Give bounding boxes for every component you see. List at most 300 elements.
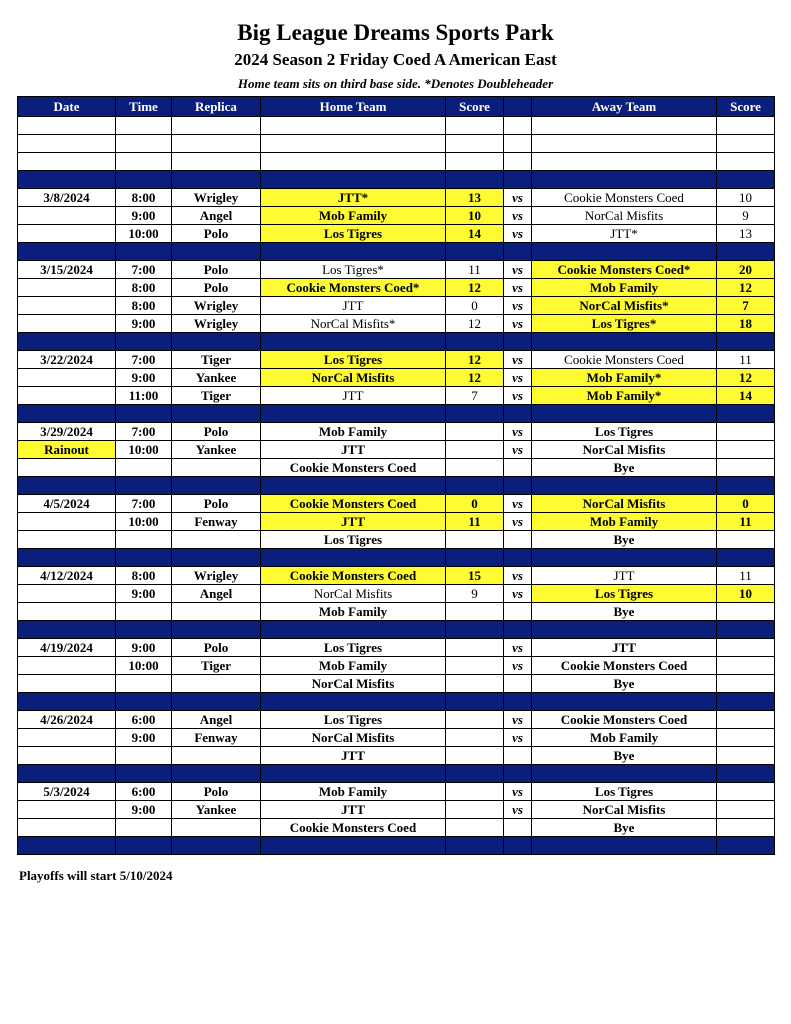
away-team-cell: JTT bbox=[532, 639, 717, 657]
home-team-cell bbox=[261, 693, 446, 711]
game-row bbox=[18, 783, 775, 801]
replica-cell: Tiger bbox=[172, 351, 261, 369]
replica-cell bbox=[172, 765, 261, 783]
home-score-cell: 12 bbox=[446, 351, 504, 369]
away-team-cell bbox=[532, 621, 717, 639]
home-score-cell bbox=[446, 243, 504, 261]
time-cell bbox=[116, 621, 172, 639]
replica-cell: Angel bbox=[172, 585, 261, 603]
time-cell: 9:00 bbox=[116, 801, 172, 819]
vs-cell bbox=[504, 675, 532, 693]
replica-cell: Angel bbox=[172, 207, 261, 225]
home-team-cell: Los Tigres* bbox=[261, 261, 446, 279]
vs-cell: vs bbox=[504, 801, 532, 819]
home-team-cell: NorCal Misfits bbox=[261, 585, 446, 603]
time-cell bbox=[116, 675, 172, 693]
away-score-cell: 12 bbox=[717, 279, 775, 297]
away-score-cell bbox=[717, 747, 775, 765]
away-score-cell bbox=[717, 459, 775, 477]
replica-cell bbox=[172, 693, 261, 711]
away-team-cell: Cookie Monsters Coed* bbox=[532, 261, 717, 279]
time-cell: 9:00 bbox=[116, 585, 172, 603]
home-score-cell: 10 bbox=[446, 207, 504, 225]
date-cell: 3/15/2024 bbox=[18, 261, 116, 279]
date-cell: 4/5/2024 bbox=[18, 495, 116, 513]
away-score-cell bbox=[717, 657, 775, 675]
home-team-cell: Mob Family bbox=[261, 423, 446, 441]
game-row bbox=[18, 423, 775, 441]
col-header-away-score: Score bbox=[717, 97, 775, 117]
time-cell: 9:00 bbox=[116, 729, 172, 747]
vs-cell bbox=[504, 405, 532, 423]
away-team-cell: Cookie Monsters Coed bbox=[532, 189, 717, 207]
home-score-cell bbox=[446, 693, 504, 711]
home-score-cell bbox=[446, 531, 504, 549]
col-header-date: Date bbox=[18, 97, 116, 117]
time-cell: 9:00 bbox=[116, 315, 172, 333]
week-separator-row bbox=[18, 693, 775, 711]
away-score-cell bbox=[717, 765, 775, 783]
time-cell bbox=[116, 747, 172, 765]
date-cell bbox=[18, 369, 116, 387]
date-cell bbox=[18, 675, 116, 693]
vs-cell bbox=[504, 549, 532, 567]
vs-cell bbox=[504, 117, 532, 135]
date-cell bbox=[18, 729, 116, 747]
vs-cell bbox=[504, 477, 532, 495]
away-team-cell bbox=[532, 117, 717, 135]
away-score-cell: 10 bbox=[717, 189, 775, 207]
away-score-cell bbox=[717, 675, 775, 693]
home-score-cell bbox=[446, 639, 504, 657]
date-cell: 4/12/2024 bbox=[18, 567, 116, 585]
replica-cell bbox=[172, 603, 261, 621]
time-cell bbox=[116, 171, 172, 189]
home-team-cell bbox=[261, 171, 446, 189]
schedule-table bbox=[17, 96, 775, 855]
time-cell: 9:00 bbox=[116, 639, 172, 657]
home-team-cell bbox=[261, 549, 446, 567]
date-cell bbox=[18, 621, 116, 639]
week-separator-row bbox=[18, 549, 775, 567]
time-cell: 8:00 bbox=[116, 297, 172, 315]
vs-cell bbox=[504, 819, 532, 837]
replica-cell bbox=[172, 333, 261, 351]
away-score-cell: 10 bbox=[717, 585, 775, 603]
away-team-cell: Los Tigres bbox=[532, 783, 717, 801]
away-score-cell bbox=[717, 117, 775, 135]
date-cell: 3/8/2024 bbox=[18, 189, 116, 207]
date-cell bbox=[18, 135, 116, 153]
col-header-home-team: Home Team bbox=[261, 97, 446, 117]
home-score-cell bbox=[446, 675, 504, 693]
replica-cell bbox=[172, 621, 261, 639]
game-row bbox=[18, 261, 775, 279]
home-score-cell bbox=[446, 729, 504, 747]
away-score-cell: 13 bbox=[717, 225, 775, 243]
home-score-cell: 12 bbox=[446, 279, 504, 297]
game-row bbox=[18, 657, 775, 675]
away-score-cell bbox=[717, 405, 775, 423]
game-row bbox=[18, 585, 775, 603]
away-score-cell bbox=[717, 153, 775, 171]
time-cell bbox=[116, 549, 172, 567]
time-cell bbox=[116, 333, 172, 351]
home-team-cell bbox=[261, 333, 446, 351]
away-score-cell: 20 bbox=[717, 261, 775, 279]
replica-cell: Polo bbox=[172, 423, 261, 441]
date-cell bbox=[18, 549, 116, 567]
schedule-body bbox=[18, 117, 775, 855]
away-team-cell: NorCal Misfits bbox=[532, 207, 717, 225]
vs-cell bbox=[504, 243, 532, 261]
time-cell: 7:00 bbox=[116, 423, 172, 441]
date-cell bbox=[18, 333, 116, 351]
vs-cell: vs bbox=[504, 387, 532, 405]
vs-cell: vs bbox=[504, 513, 532, 531]
week-separator-row bbox=[18, 333, 775, 351]
replica-cell: Yankee bbox=[172, 801, 261, 819]
vs-cell: vs bbox=[504, 567, 532, 585]
vs-cell bbox=[504, 621, 532, 639]
time-cell bbox=[116, 117, 172, 135]
game-row bbox=[18, 729, 775, 747]
home-team-cell bbox=[261, 837, 446, 855]
home-team-cell bbox=[261, 477, 446, 495]
col-header-home-score: Score bbox=[446, 97, 504, 117]
vs-cell: vs bbox=[504, 441, 532, 459]
away-team-cell bbox=[532, 333, 717, 351]
blank-row bbox=[18, 153, 775, 171]
date-cell bbox=[18, 153, 116, 171]
date-cell bbox=[18, 171, 116, 189]
away-score-cell bbox=[717, 603, 775, 621]
game-row bbox=[18, 351, 775, 369]
away-team-cell: Mob Family bbox=[532, 513, 717, 531]
vs-cell: vs bbox=[504, 261, 532, 279]
game-row bbox=[18, 513, 775, 531]
away-score-cell bbox=[717, 801, 775, 819]
away-team-cell: Mob Family* bbox=[532, 387, 717, 405]
game-row bbox=[18, 747, 775, 765]
replica-cell: Fenway bbox=[172, 513, 261, 531]
away-score-cell bbox=[717, 621, 775, 639]
away-score-cell bbox=[717, 819, 775, 837]
vs-cell bbox=[504, 171, 532, 189]
game-row bbox=[18, 711, 775, 729]
home-score-cell bbox=[446, 819, 504, 837]
home-team-cell: JTT bbox=[261, 747, 446, 765]
home-team-cell: Mob Family bbox=[261, 657, 446, 675]
date-cell bbox=[18, 387, 116, 405]
away-team-cell: JTT* bbox=[532, 225, 717, 243]
replica-cell bbox=[172, 243, 261, 261]
home-score-cell bbox=[446, 801, 504, 819]
game-row bbox=[18, 225, 775, 243]
vs-cell bbox=[504, 747, 532, 765]
game-row bbox=[18, 639, 775, 657]
away-team-cell: Cookie Monsters Coed bbox=[532, 657, 717, 675]
away-score-cell: 14 bbox=[717, 387, 775, 405]
time-cell bbox=[116, 693, 172, 711]
vs-cell: vs bbox=[504, 279, 532, 297]
col-header-vs bbox=[504, 97, 532, 117]
date-cell: 4/26/2024 bbox=[18, 711, 116, 729]
away-team-cell: Bye bbox=[532, 675, 717, 693]
home-score-cell: 14 bbox=[446, 225, 504, 243]
away-team-cell: Mob Family* bbox=[532, 369, 717, 387]
date-cell bbox=[18, 315, 116, 333]
time-cell: 11:00 bbox=[116, 387, 172, 405]
time-cell: 9:00 bbox=[116, 207, 172, 225]
time-cell bbox=[116, 243, 172, 261]
date-cell: 3/29/2024 bbox=[18, 423, 116, 441]
replica-cell bbox=[172, 405, 261, 423]
time-cell bbox=[116, 477, 172, 495]
time-cell: 9:00 bbox=[116, 369, 172, 387]
replica-cell: Polo bbox=[172, 261, 261, 279]
home-score-cell: 9 bbox=[446, 585, 504, 603]
col-header-replica: Replica bbox=[172, 97, 261, 117]
away-score-cell bbox=[717, 837, 775, 855]
away-team-cell: Bye bbox=[532, 603, 717, 621]
page-title: Big League Dreams Sports Park bbox=[237, 20, 554, 45]
away-score-cell bbox=[717, 729, 775, 747]
date-cell bbox=[18, 513, 116, 531]
home-score-cell: 12 bbox=[446, 315, 504, 333]
vs-cell bbox=[504, 153, 532, 171]
home-team-cell: JTT bbox=[261, 513, 446, 531]
away-score-cell bbox=[717, 711, 775, 729]
vs-cell: vs bbox=[504, 225, 532, 243]
home-team-cell: Cookie Monsters Coed bbox=[261, 819, 446, 837]
date-cell bbox=[18, 459, 116, 477]
time-cell bbox=[116, 135, 172, 153]
home-team-cell: Los Tigres bbox=[261, 225, 446, 243]
home-score-cell: 0 bbox=[446, 297, 504, 315]
home-score-cell bbox=[446, 765, 504, 783]
home-score-cell: 11 bbox=[446, 513, 504, 531]
col-header-away-team: Away Team bbox=[532, 97, 717, 117]
replica-cell bbox=[172, 675, 261, 693]
replica-cell: Polo bbox=[172, 783, 261, 801]
away-team-cell: NorCal Misfits bbox=[532, 441, 717, 459]
date-cell bbox=[18, 819, 116, 837]
date-cell bbox=[18, 801, 116, 819]
away-team-cell: Bye bbox=[532, 531, 717, 549]
time-cell: 7:00 bbox=[116, 351, 172, 369]
away-team-cell bbox=[532, 405, 717, 423]
home-team-cell: Mob Family bbox=[261, 207, 446, 225]
week-separator-row bbox=[18, 621, 775, 639]
time-cell: 8:00 bbox=[116, 279, 172, 297]
home-score-cell bbox=[446, 333, 504, 351]
game-row bbox=[18, 567, 775, 585]
time-cell bbox=[116, 405, 172, 423]
replica-cell: Polo bbox=[172, 495, 261, 513]
away-score-cell: 9 bbox=[717, 207, 775, 225]
date-cell bbox=[18, 603, 116, 621]
home-team-cell: JTT bbox=[261, 801, 446, 819]
away-team-cell: Cookie Monsters Coed bbox=[532, 351, 717, 369]
away-score-cell bbox=[717, 693, 775, 711]
playoffs-note: Playoffs will start 5/10/2024 bbox=[19, 868, 173, 883]
home-score-cell bbox=[446, 549, 504, 567]
home-team-cell: NorCal Misfits bbox=[261, 729, 446, 747]
date-cell: 3/22/2024 bbox=[18, 351, 116, 369]
away-team-cell: Cookie Monsters Coed bbox=[532, 711, 717, 729]
home-score-cell bbox=[446, 423, 504, 441]
page-subtitle: 2024 Season 2 Friday Coed A American East bbox=[234, 50, 557, 69]
vs-cell: vs bbox=[504, 207, 532, 225]
away-score-cell bbox=[717, 333, 775, 351]
away-team-cell: Bye bbox=[532, 819, 717, 837]
time-cell: 6:00 bbox=[116, 711, 172, 729]
home-team-cell: JTT* bbox=[261, 189, 446, 207]
home-score-cell: 7 bbox=[446, 387, 504, 405]
home-team-cell: JTT bbox=[261, 441, 446, 459]
time-cell: 10:00 bbox=[116, 225, 172, 243]
replica-cell bbox=[172, 459, 261, 477]
replica-cell bbox=[172, 531, 261, 549]
replica-cell bbox=[172, 117, 261, 135]
vs-cell: vs bbox=[504, 189, 532, 207]
time-cell: 8:00 bbox=[116, 189, 172, 207]
away-team-cell: Los Tigres* bbox=[532, 315, 717, 333]
replica-cell: Tiger bbox=[172, 387, 261, 405]
away-team-cell: Los Tigres bbox=[532, 585, 717, 603]
time-cell bbox=[116, 603, 172, 621]
vs-cell: vs bbox=[504, 711, 532, 729]
replica-cell bbox=[172, 819, 261, 837]
replica-cell bbox=[172, 477, 261, 495]
vs-cell: vs bbox=[504, 369, 532, 387]
home-score-cell bbox=[446, 171, 504, 189]
away-score-cell bbox=[717, 549, 775, 567]
time-cell bbox=[116, 819, 172, 837]
replica-cell: Yankee bbox=[172, 369, 261, 387]
away-score-cell bbox=[717, 423, 775, 441]
away-score-cell bbox=[717, 783, 775, 801]
away-score-cell bbox=[717, 243, 775, 261]
home-team-cell: Los Tigres bbox=[261, 351, 446, 369]
away-score-cell: 11 bbox=[717, 513, 775, 531]
away-team-cell: Mob Family bbox=[532, 279, 717, 297]
replica-cell bbox=[172, 747, 261, 765]
replica-cell: Polo bbox=[172, 225, 261, 243]
home-score-cell: 12 bbox=[446, 369, 504, 387]
game-row bbox=[18, 819, 775, 837]
replica-cell: Wrigley bbox=[172, 189, 261, 207]
date-cell bbox=[18, 297, 116, 315]
replica-cell: Angel bbox=[172, 711, 261, 729]
time-cell bbox=[116, 837, 172, 855]
date-cell: 5/3/2024 bbox=[18, 783, 116, 801]
home-team-cell: Cookie Monsters Coed bbox=[261, 567, 446, 585]
vs-cell: vs bbox=[504, 585, 532, 603]
game-row bbox=[18, 603, 775, 621]
away-team-cell: NorCal Misfits bbox=[532, 801, 717, 819]
away-score-cell bbox=[717, 639, 775, 657]
vs-cell: vs bbox=[504, 729, 532, 747]
home-team-cell: Mob Family bbox=[261, 783, 446, 801]
vs-cell: vs bbox=[504, 639, 532, 657]
replica-cell bbox=[172, 171, 261, 189]
away-team-cell: NorCal Misfits* bbox=[532, 297, 717, 315]
vs-cell: vs bbox=[504, 297, 532, 315]
replica-cell bbox=[172, 135, 261, 153]
home-team-cell: Mob Family bbox=[261, 603, 446, 621]
home-team-cell: JTT bbox=[261, 387, 446, 405]
time-cell: 10:00 bbox=[116, 441, 172, 459]
away-score-cell: 12 bbox=[717, 369, 775, 387]
home-score-cell: 15 bbox=[446, 567, 504, 585]
home-score-cell: 11 bbox=[446, 261, 504, 279]
date-cell bbox=[18, 837, 116, 855]
away-team-cell: JTT bbox=[532, 567, 717, 585]
vs-cell: vs bbox=[504, 315, 532, 333]
game-row bbox=[18, 801, 775, 819]
week-separator-row bbox=[18, 243, 775, 261]
replica-cell: Wrigley bbox=[172, 567, 261, 585]
time-cell bbox=[116, 531, 172, 549]
date-cell bbox=[18, 747, 116, 765]
game-row bbox=[18, 297, 775, 315]
vs-cell: vs bbox=[504, 657, 532, 675]
replica-cell bbox=[172, 153, 261, 171]
away-team-cell: Bye bbox=[532, 459, 717, 477]
home-team-cell bbox=[261, 405, 446, 423]
game-row bbox=[18, 315, 775, 333]
date-cell bbox=[18, 117, 116, 135]
home-score-cell bbox=[446, 783, 504, 801]
home-score-cell bbox=[446, 459, 504, 477]
replica-cell: Fenway bbox=[172, 729, 261, 747]
home-score-cell bbox=[446, 153, 504, 171]
vs-cell bbox=[504, 459, 532, 477]
date-cell bbox=[18, 693, 116, 711]
away-score-cell bbox=[717, 441, 775, 459]
date-cell: 4/19/2024 bbox=[18, 639, 116, 657]
header-row bbox=[18, 97, 775, 117]
home-score-cell bbox=[446, 477, 504, 495]
replica-cell bbox=[172, 837, 261, 855]
week-separator-row bbox=[18, 765, 775, 783]
home-score-cell bbox=[446, 747, 504, 765]
game-row bbox=[18, 369, 775, 387]
home-score-cell: 13 bbox=[446, 189, 504, 207]
date-cell bbox=[18, 477, 116, 495]
home-team-cell: NorCal Misfits bbox=[261, 369, 446, 387]
date-cell bbox=[18, 765, 116, 783]
home-score-cell bbox=[446, 135, 504, 153]
game-row bbox=[18, 531, 775, 549]
away-score-cell: 11 bbox=[717, 351, 775, 369]
vs-cell: vs bbox=[504, 783, 532, 801]
date-cell bbox=[18, 243, 116, 261]
away-team-cell bbox=[532, 693, 717, 711]
game-row bbox=[18, 495, 775, 513]
home-team-cell: Cookie Monsters Coed bbox=[261, 459, 446, 477]
week-separator-row bbox=[18, 477, 775, 495]
home-team-cell bbox=[261, 135, 446, 153]
vs-cell bbox=[504, 837, 532, 855]
away-team-cell bbox=[532, 153, 717, 171]
time-cell: 10:00 bbox=[116, 513, 172, 531]
home-score-cell bbox=[446, 441, 504, 459]
home-team-cell bbox=[261, 243, 446, 261]
time-cell: 7:00 bbox=[116, 495, 172, 513]
